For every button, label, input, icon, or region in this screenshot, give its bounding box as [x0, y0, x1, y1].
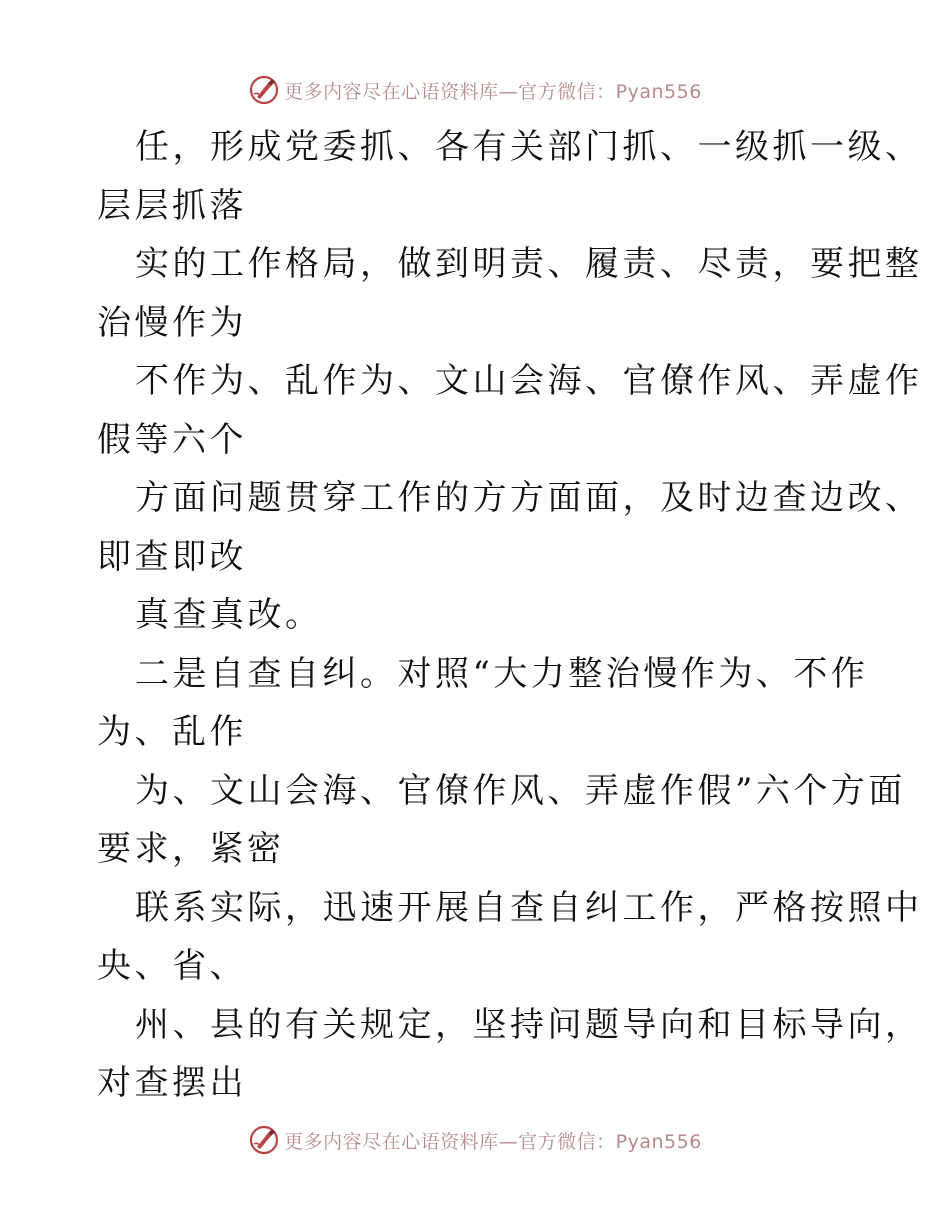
text-line: 假等六个 [97, 419, 247, 460]
pen-emblem-icon [248, 74, 280, 106]
text-line: 联系实际，迅速开展自查自纠工作，严格按照中 [135, 887, 923, 928]
footer-banner [0, 1120, 950, 1160]
text-line: 任，形成党委抓、各有关部门抓、一级抓一级、 [135, 127, 923, 167]
footer-banner-text: 更多内容尽在心语资料库—官方微信：Pyan556 [284, 1130, 702, 1153]
header-banner-text: 更多内容尽在心语资料库—官方微信：Pyan556 [284, 80, 702, 103]
text-line: 不作为、乱作为、文山会海、官僚作风、弄虚作 [135, 361, 923, 401]
text-line: 二是自查自纠。对照“大力整治慢作为、不作 [135, 653, 869, 694]
text-line: 层层抓落 [97, 185, 247, 226]
text-line: 治慢作为 [97, 302, 247, 343]
text-line: 即查即改 [97, 536, 247, 577]
pen-emblem-icon [248, 1124, 280, 1156]
text-line: 真查真改。 [135, 595, 323, 635]
text-line: 要求，紧密 [97, 829, 285, 869]
text-line: 为、乱作 [97, 712, 247, 752]
text-line: 为、文山会海、官僚作风、弄虚作假”六个方面 [135, 770, 906, 811]
text-line: 对查摆出 [97, 1063, 247, 1103]
text-line: 州、县的有关规定，坚持问题导向和目标导向， [135, 1004, 923, 1045]
text-line: 央、省、 [97, 946, 247, 986]
text-line: 实的工作格局，做到明责、履责、尽责，要把整 [135, 244, 923, 284]
document-body [97, 118, 923, 1113]
header-banner [0, 70, 950, 110]
text-line: 方面问题贯穿工作的方方面面，及时边查边改、 [135, 478, 923, 518]
